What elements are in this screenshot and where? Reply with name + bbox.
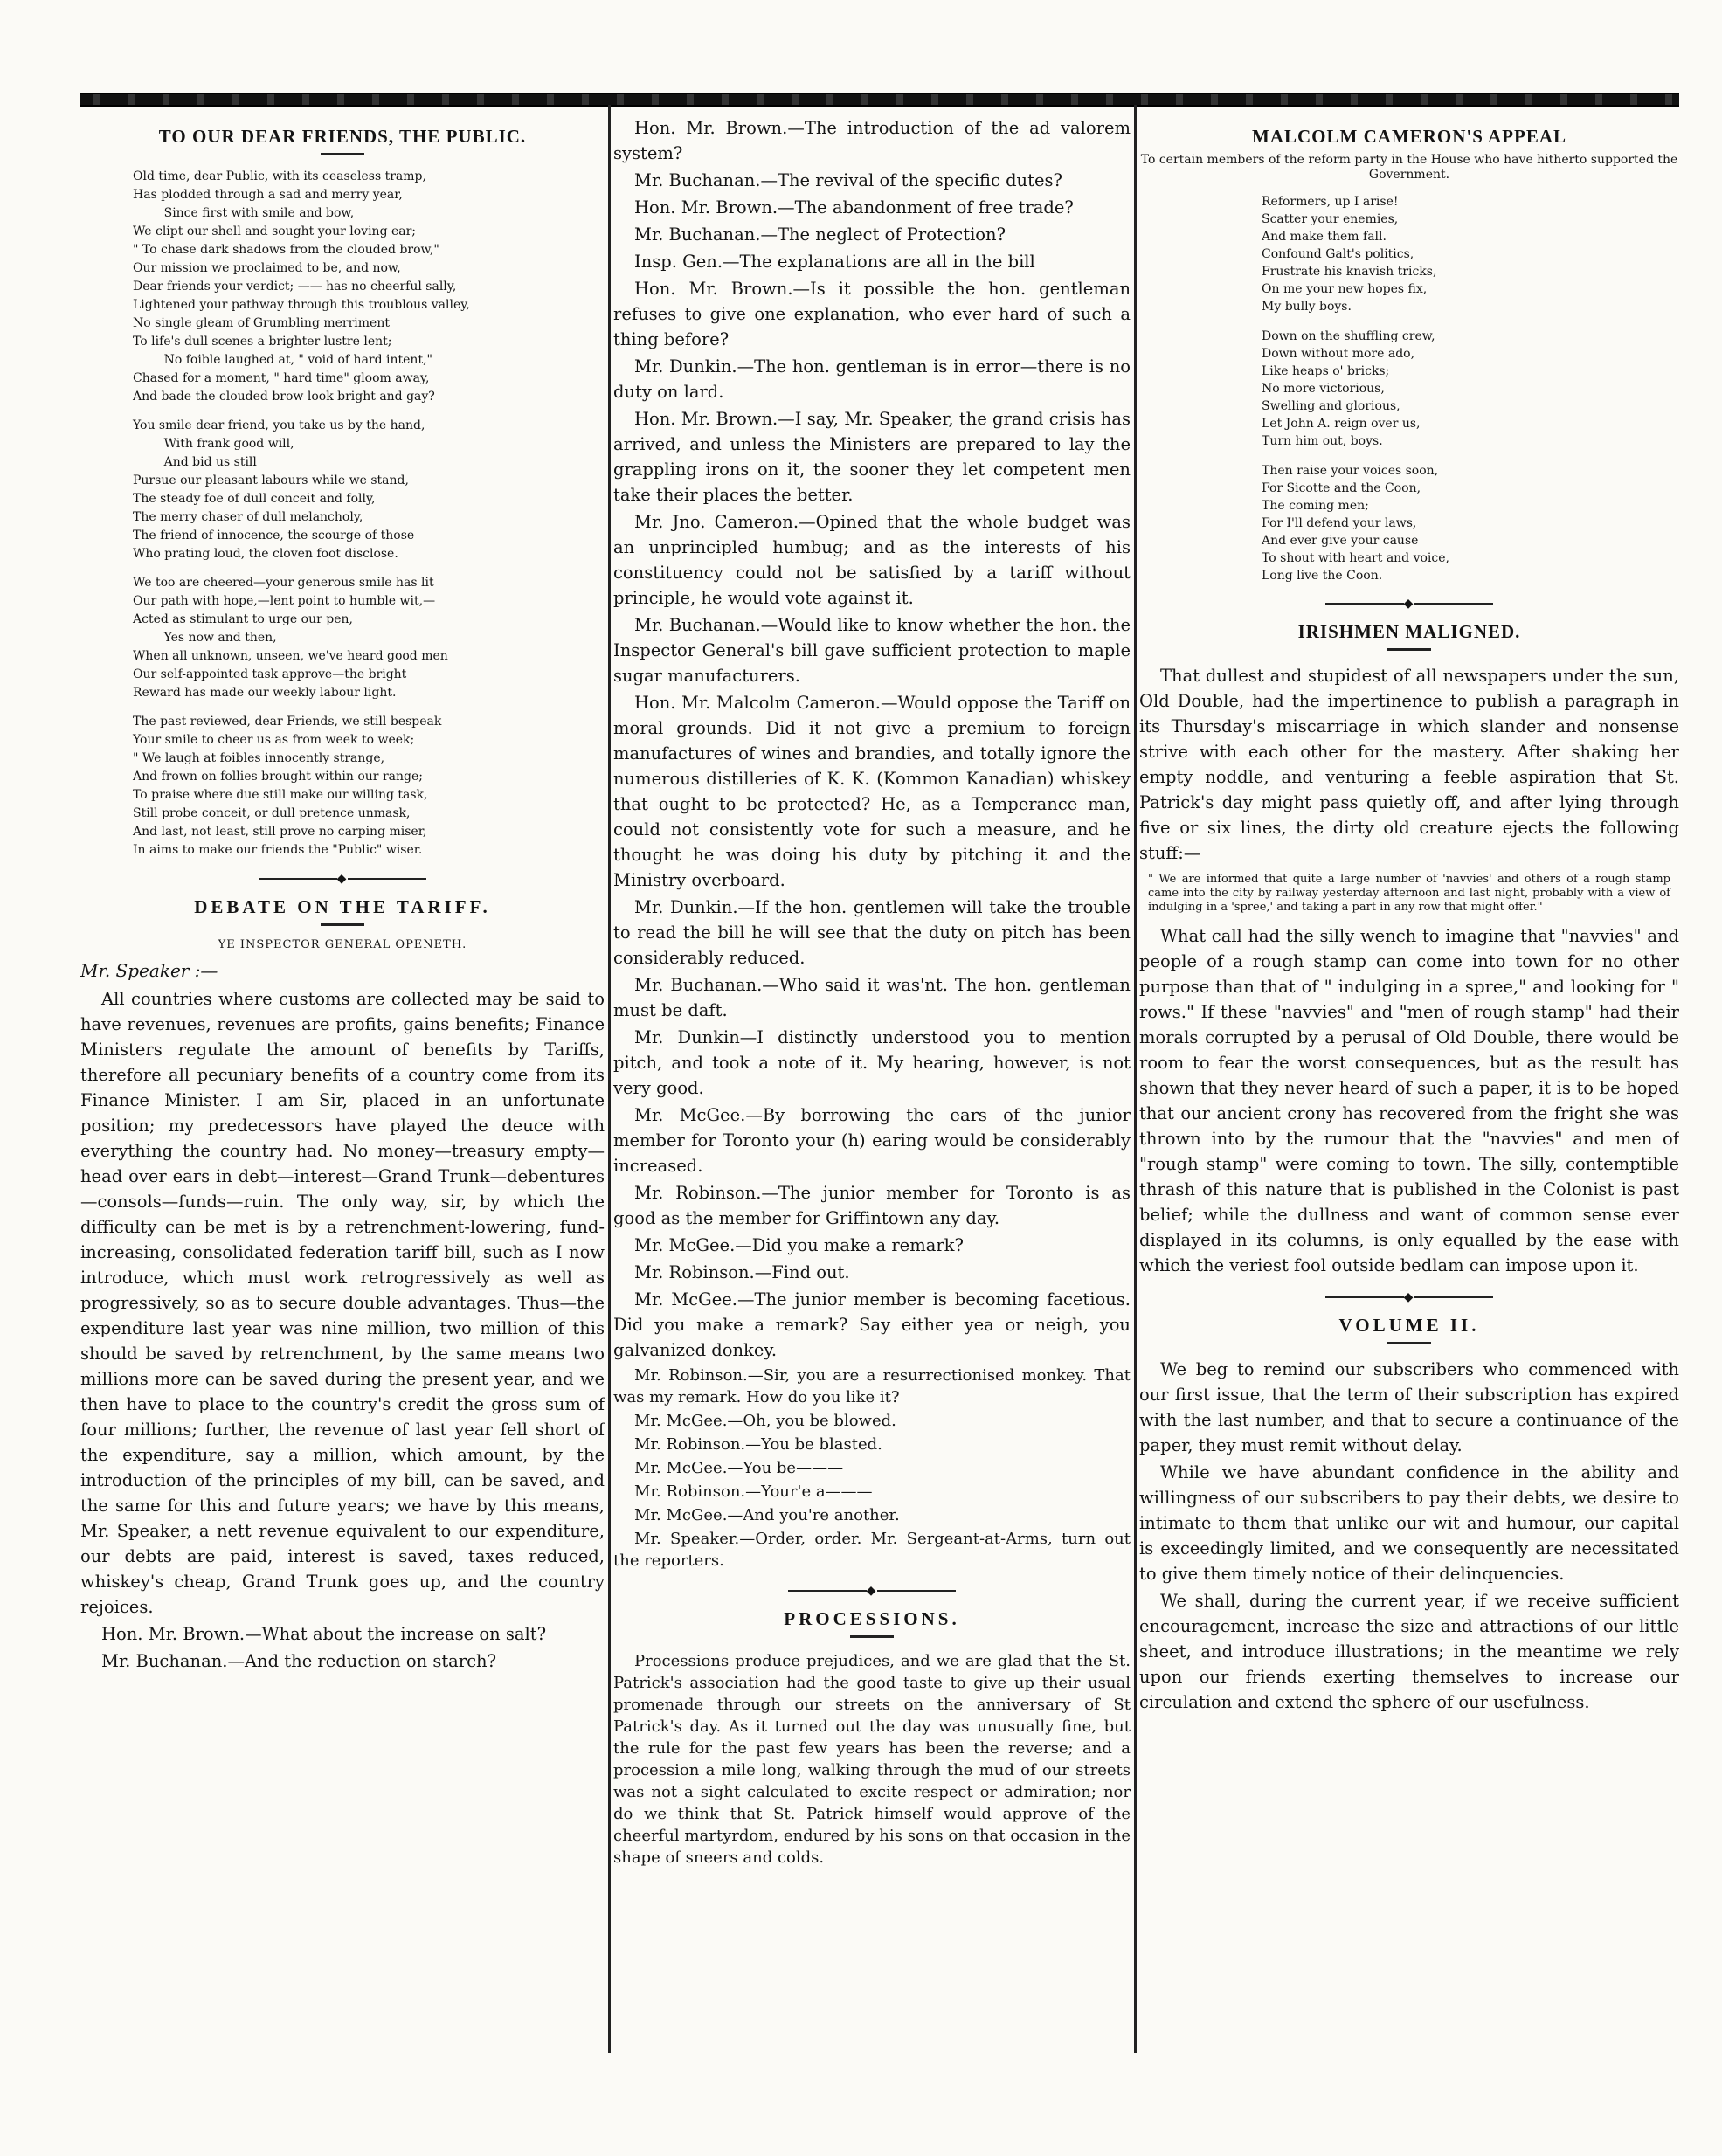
poem-line: For I'll defend your laws, — [1262, 516, 1417, 530]
poem-stanza-1 — [80, 168, 605, 406]
appeal-stanza-3 — [1139, 462, 1679, 584]
poem-line: No single gleam of Grumbling merriment — [133, 316, 390, 330]
appeal-stanza-1 — [1139, 193, 1679, 315]
paragraph: Hon. Mr. Malcolm Cameron.—Would oppose the Tariff on moral grounds. Did it not give a premium to foreign manufactures of wines and brandies, and totally ignore the numerous distilleries of K. K. (Kommon Kanadian) whiskey that ought to be protected? He, as a Temperance man, could not consistently vote for such a measure, and he thought he was doing his duty by pitching it and the Ministry overboard. — [613, 693, 1131, 890]
paragraph: Mr. Buchanan.—And the reduction on starch? — [101, 1651, 497, 1671]
poem-line: And bid us still — [133, 455, 257, 469]
paragraph: Mr. McGee.—Oh, you be blowed. — [634, 1412, 896, 1430]
article-title-processions: PROCESSIONS. — [784, 1608, 960, 1629]
paragraph: Mr. McGee.—By borrowing the ears of the junior member for Toronto your (h) earing would be considerably increased. — [613, 1105, 1131, 1176]
poem-line: Since first with smile and bow, — [133, 206, 355, 220]
paragraph: What call had the silly wench to imagine that "navvies" and people of a rough stamp can come into town for no other purpose than that of " indulging in a spree," and looking for " rows." If these "navvies" and "men of rough stamp" had their morals corrupted by a perusal of Old Double, there would be room to fear the worst consequences, but as the result has shown that they never heard of such a paper, it is to be hoped that our ancient crony has recovered from the fright she was thrown into by the rumour that the "navvies" and men of "rough stamp" were coming to town. The silly, contemptible thrash of this nature that is published in the Colonist is past belief; while the dullness and want of common sense ever displayed in its columns, is only equalled by the ease with which the veriest fool outside bedlam can impose upon it. — [1139, 926, 1679, 1275]
paragraph: Mr. Jno. Cameron.—Opined that the whole budget was an unprincipled humbug; and as the interests of his constituency could not be satisfied by a tariff without principle, he would vote against it. — [613, 512, 1131, 608]
processions-body — [613, 1650, 1131, 1869]
poem-line: To praise where due still make our willing task, — [133, 788, 428, 802]
irishmen-body-1 — [1139, 663, 1679, 866]
poem-line: Yes now and then, — [133, 631, 277, 645]
poem-line: When all unknown, unseen, we've heard good men — [133, 649, 448, 663]
poem-line: We clipt our shell and sought your loving ear; — [133, 225, 417, 238]
paragraph: Hon. Mr. Brown.—Is it possible the hon. gentleman refuses to give one explanation, who ever hard of such a thing before? — [613, 279, 1131, 349]
title-dash — [1387, 1342, 1431, 1344]
article-title-appeal: MALCOLM CAMERON'S APPEAL — [1252, 126, 1566, 147]
title-dash — [321, 923, 364, 926]
poem-line: For Sicotte and the Coon, — [1262, 481, 1421, 495]
poem-line: Frustrate his knavish tricks, — [1262, 265, 1437, 279]
poem-line: With frank good will, — [133, 437, 294, 451]
column-1 — [80, 115, 605, 2063]
paragraph: Mr. Robinson.—Your'e a——— — [634, 1482, 873, 1501]
poem-line: Confound Galt's politics, — [1262, 247, 1414, 261]
section-ornament: ◆ — [1139, 1290, 1679, 1304]
paragraph: Processions produce prejudices, and we are glad that the St. Patrick's association had the good taste to give up their usual promenade through our streets on the anniversary of St Patrick's day. As it turned out the day was unusually fine, but the rule for the past few years has been the reverse; and a procession a mile long, walking through the mud of our streets was not a sight calculated to excite respect or admiration; nor do we think that St. Patrick himself would approve of the cheerful martyrdom, endured by his sons on that occasion in the shape of sneers and colds. — [613, 1652, 1131, 1867]
debate-tight — [613, 1365, 1131, 1572]
column-2 — [613, 115, 1131, 2063]
poem-line: The coming men; — [1262, 499, 1369, 513]
poem-line: Down on the shuffling crew, — [1262, 329, 1435, 343]
paragraph: Mr. Dunkin—I distinctly understood you to mention pitch, and took a note of it. My hearing, however, is not very good. — [613, 1027, 1131, 1098]
poem-line: Reward has made our weekly labour light. — [133, 686, 397, 700]
paragraph: We shall, during the current year, if we receive sufficient encouragement, increase the size and attractions of our little sheet, and introduce illustrations; in the meantime we rely upon our friends exerting themselves to increase our circulation and extend the sphere of our usefulness. — [1139, 1591, 1679, 1712]
paragraph: Hon. Mr. Brown.—The abandonment of free trade? — [634, 197, 1074, 218]
poem-line: And frown on follies brought within our range; — [133, 770, 423, 784]
appeal-stanza-2 — [1139, 328, 1679, 450]
poem-line: Your smile to cheer us as from week to week; — [133, 733, 415, 747]
paragraph: Mr. Dunkin.—If the hon. gentlemen will take the trouble to read the bill he will see that the duty on pitch has been considerably reduced. — [613, 897, 1131, 968]
section-ornament: ◆ — [613, 1584, 1131, 1598]
poem-line: Swelling and glorious, — [1262, 399, 1400, 413]
section-ornament: ◆ — [80, 872, 605, 886]
paragraph: Mr. Buchanan.—The revival of the specific dutes? — [634, 170, 1062, 190]
poem-line: The merry chaser of dull melancholy, — [133, 510, 363, 524]
paragraph: Mr. Buchanan.—Who said it was'nt. The hon. gentleman must be daft. — [613, 975, 1131, 1020]
poem-stanza-4 — [80, 713, 605, 860]
poem-line: Then raise your voices soon, — [1262, 464, 1439, 478]
poem-line: Pursue our pleasant labours while we stand, — [133, 473, 409, 487]
poem-line: Still probe conceit, or dull pretence unmask, — [133, 806, 411, 820]
paragraph: That dullest and stupidest of all newspapers under the sun, Old Double, had the impertinence to publish a paragraph in its Thursday's miscarriage in which slander and nonsense strive with each other for the mastery. After shaking her empty noddle, and venturing a feeble aspiration that St. Patrick's day might pass quietly off, and after lying through five or six lines, the dirty old creature ejects the following stuff:— — [1139, 666, 1679, 863]
poem-line: No foible laughed at, " void of hard intent," — [133, 353, 432, 367]
poem-line: Long live the Coon. — [1262, 569, 1383, 583]
article-title-debate: DEBATE ON THE TARIFF. — [194, 896, 491, 917]
section-ornament: ◆ — [1139, 597, 1679, 611]
poem-line: Reformers, up I arise! — [1262, 195, 1399, 209]
poem-line: Our self-appointed task approve—the bright — [133, 667, 407, 681]
article-subtitle: YE INSPECTOR GENERAL OPENETH. — [218, 938, 467, 951]
poem-line: The steady foe of dull conceit and folly, — [133, 492, 376, 506]
poem-line: Dear friends your verdict; —— has no cheerful sally, — [133, 280, 457, 294]
paragraph: Mr. Buchanan.—Would like to know whether the hon. the Inspector General's bill gave sufficient protection to maple sugar manufacturers. — [613, 615, 1131, 686]
poem-line: Like heaps o' bricks; — [1262, 364, 1390, 378]
paragraph: Insp. Gen.—The explanations are all in the bill — [634, 252, 1035, 272]
title-dash — [321, 153, 364, 155]
poem-line: The friend of innocence, the scourge of those — [133, 529, 415, 542]
paragraph: All countries where customs are collected may be said to have revenues, revenues are profits, gains benefits; Finance Ministers regulate the amount of benefits by Tariffs, therefore all pecuniary benefits of a country come from its Finance Minister. I am Sir, placed in an unfortunate position; my predecessors have played the deuce with everything the country had. No money—treasury empty—head over ears in debt—interest—Grand Trunk—debentures—consols—funds—ruin. The only way, sir, by which the difficulty can be met is by a retrenchment-lowering, fund-increasing, consolidated federation tariff bill, such as I now introduce, which must work retrogressively as well as progressively, so as to secure double advantages. Thus—the expenditure last year was nine million, two million of this should be saved by retrenchment, by the same means two millions more can be saved during the present year, and we then have to place to the country's credit the gross sum of four millions; further, the revenue of last year fell short of the expenditure, say a million, which amount, by the introduction of the principles of my bill, can be saved, and the same for this and future years; we have by this means, Mr. Speaker, a nett revenue equivalent to our expenditure, our debts are paid, interest is saved, taxes reduced, whiskey's cheap, Grand Trunk goes up, and the country rejoices. — [80, 989, 605, 1617]
poem-line: Let John A. reign over us, — [1262, 417, 1421, 431]
poem-line: Our mission we proclaimed to be, and now, — [133, 261, 401, 275]
poem-line: You smile dear friend, you take us by the hand, — [133, 418, 425, 432]
poem-line: Down without more ado, — [1262, 347, 1415, 361]
poem-line: On me your new hopes fix, — [1262, 282, 1428, 296]
poem-line: My bully boys. — [1262, 300, 1352, 314]
debate-continued — [613, 115, 1131, 1363]
paragraph: Hon. Mr. Brown.—What about the increase on salt? — [101, 1624, 547, 1644]
paragraph: Mr. McGee.—Did you make a remark? — [634, 1235, 964, 1255]
article-title-volume: VOLUME II. — [1338, 1315, 1480, 1336]
paragraph: Mr. McGee.—And you're another. — [634, 1506, 900, 1524]
poem-line: Has plodded through a sad and merry year, — [133, 188, 403, 202]
paragraph: Mr. Speaker.—Order, order. Mr. Sergeant-at-Arms, turn out the reporters. — [613, 1530, 1131, 1570]
poem-line: Chased for a moment, " hard time" gloom away, — [133, 371, 430, 385]
masthead-rule — [80, 93, 1679, 107]
poem-line: And make them fall. — [1262, 230, 1387, 244]
poem-line: Turn him out, boys. — [1262, 434, 1383, 448]
title-dash — [1387, 648, 1431, 651]
poem-line: To life's dull scenes a brighter lustre lent; — [133, 335, 392, 349]
poem-line: Our path with hope,—lent point to humble wit,— — [133, 594, 436, 608]
quoted-notice: " We are informed that quite a large number of 'navvies' and others of a rough stamp came into the city by railway yesterday afternoon and last night, probably with a view of indulging in a 'spree,' and taking a part in any row that might offer." — [1148, 873, 1670, 914]
poem-line: To shout with heart and voice, — [1262, 551, 1449, 565]
article-title-public: TO OUR DEAR FRIENDS, THE PUBLIC. — [158, 126, 527, 147]
poem-line: In aims to make our friends the "Public" wiser. — [133, 843, 423, 857]
poem-line: And ever give your cause — [1262, 534, 1419, 548]
poem-line: Scatter your enemies, — [1262, 212, 1399, 226]
irishmen-body-2 — [1139, 923, 1679, 1278]
column-rule-2 — [1134, 105, 1137, 2053]
column-3 — [1139, 115, 1679, 2063]
article-title-irishmen: IRISHMEN MALIGNED. — [1297, 621, 1521, 642]
poem-line: " To chase dark shadows from the clouded brow," — [133, 243, 439, 257]
poem-stanza-3 — [80, 574, 605, 702]
poem-line: And last, not least, still prove no carping miser, — [133, 825, 427, 839]
paragraph: Mr. Robinson.—The junior member for Toronto is as good as the member for Griffintown any day. — [613, 1183, 1131, 1228]
paragraph: Mr. McGee.—You be——— — [634, 1459, 844, 1477]
paragraph: Hon. Mr. Brown.—The introduction of the ad valorem system? — [613, 118, 1131, 163]
salutation: Mr. Speaker :— — [80, 960, 218, 981]
column-rule-1 — [608, 105, 611, 2053]
poem-line: Lightened your pathway through this troublous valley, — [133, 298, 470, 312]
poem-line: Acted as stimulant to urge our pen, — [133, 612, 353, 626]
paragraph: Mr. Buchanan.—The neglect of Protection? — [634, 225, 1006, 245]
paragraph: Mr. McGee.—The junior member is becoming facetious. Did you make a remark? Say either yea or neigh, you galvanized donkey. — [613, 1289, 1131, 1360]
poem-line: " We laugh at foibles innocently strange, — [133, 751, 385, 765]
title-dash — [850, 1635, 894, 1638]
poem-line: And bade the clouded brow look bright and gay? — [133, 390, 435, 404]
poem-line: Who prating loud, the cloven foot disclose. — [133, 547, 398, 561]
paragraph: While we have abundant confidence in the ability and willingness of our subscribers to pay their debts, we desire to intimate to them that unlike our wit and humour, our capital is exceedingly limited, and we consequently are necessitated to give them timely notice of their delinquencies. — [1139, 1462, 1679, 1584]
paragraph: Mr. Dunkin.—The hon. gentleman is in error—there is no duty on lard. — [613, 356, 1131, 402]
poem-line: No more victorious, — [1262, 382, 1385, 396]
debate-body — [80, 986, 605, 1674]
paragraph: Mr. Robinson.—Sir, you are a resurrectionised monkey. That was my remark. How do you like it? — [613, 1366, 1131, 1406]
poem-stanza-2 — [80, 417, 605, 563]
volume-body — [1139, 1357, 1679, 1715]
paragraph: Hon. Mr. Brown.—I say, Mr. Speaker, the grand crisis has arrived, and unless the Ministers are prepared to lay the grappling irons on it, the sooner they let competent men take their places the better. — [613, 409, 1131, 505]
poem-line: Old time, dear Public, with its ceaseless tramp, — [133, 169, 426, 183]
poem-line: We too are cheered—your generous smile has lit — [133, 576, 434, 590]
paragraph: Mr. Robinson.—Find out. — [634, 1262, 850, 1282]
paragraph: Mr. Robinson.—You be blasted. — [634, 1435, 882, 1454]
poem-line: The past reviewed, dear Friends, we still bespeak — [133, 715, 442, 729]
appeal-intro: To certain members of the reform party in the House who have hitherto supported the Government. — [1140, 153, 1678, 182]
paragraph: We beg to remind our subscribers who commenced with our first issue, that the term of their subscription has expired with the last number, and that to secure a continuance of the paper, they must remit without delay. — [1139, 1359, 1679, 1455]
